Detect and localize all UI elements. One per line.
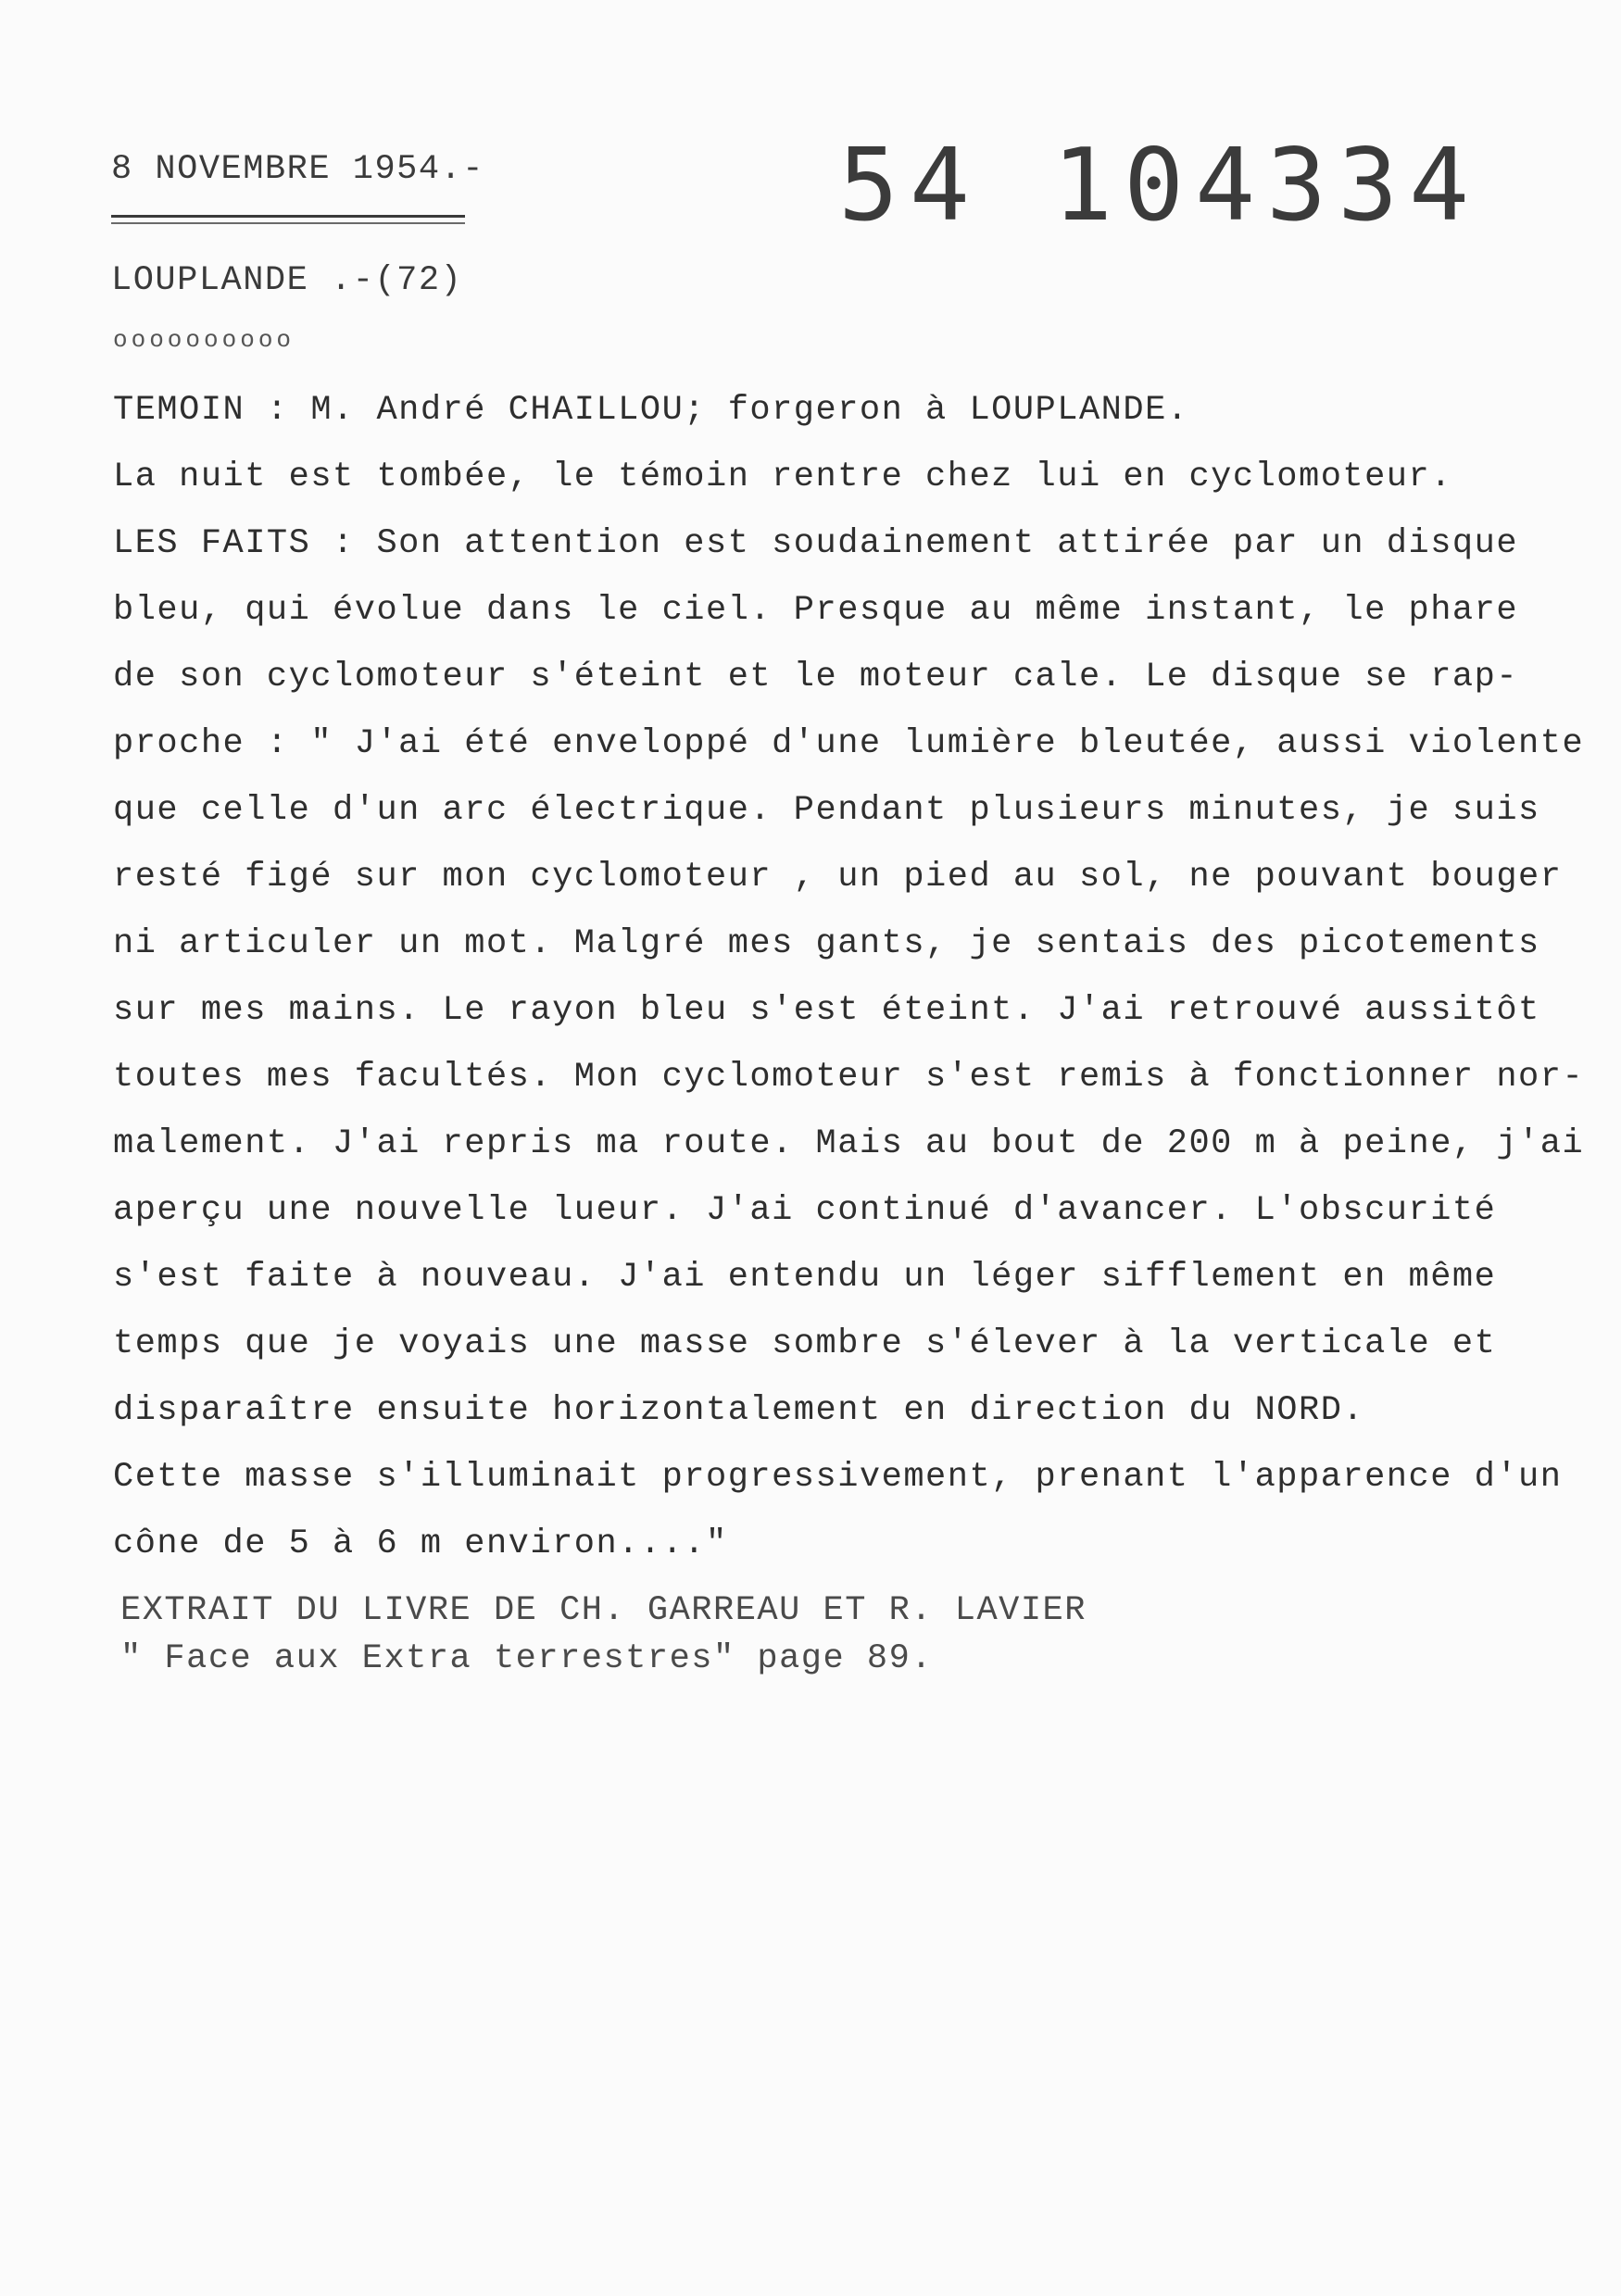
location-heading: LOUPLANDE .-(72) xyxy=(111,261,463,300)
source-citation: EXTRAIT DU LIVRE DE CH. GARREAU ET R. LAVIER xyxy=(120,1591,1087,1630)
text-line: ni articuler un mot. Malgré mes gants, je sentais des picotements xyxy=(113,924,1540,963)
reference-number: 54 104334 xyxy=(838,128,1481,244)
text-line: disparaître ensuite horizontalement en direction du NORD. xyxy=(113,1391,1365,1430)
text-line: aperçu une nouvelle lueur. J'ai continué d'avancer. L'obscurité xyxy=(113,1191,1497,1230)
text-line: LES FAITS : Son attention est soudainement attirée par un disque xyxy=(113,524,1519,563)
report-date: 8 NOVEMBRE 1954.- xyxy=(111,150,484,189)
text-line: proche : " J'ai été enveloppé d'une lumière bleutée, aussi violente xyxy=(113,724,1585,763)
source-title: " Face aux Extra terrestres" page 89. xyxy=(120,1639,934,1678)
text-line: La nuit est tombée, le témoin rentre chez lui en cyclomoteur. xyxy=(113,458,1452,496)
text-line: cône de 5 à 6 m environ...." xyxy=(113,1524,728,1563)
date-underline xyxy=(111,215,465,218)
text-line: Cette masse s'illuminait progressivement, prenant l'apparence d'un xyxy=(113,1458,1563,1497)
separator-line: oooooooooo xyxy=(113,326,295,354)
text-line: toutes mes facultés. Mon cyclomoteur s'est remis à fonctionner nor- xyxy=(113,1058,1585,1097)
text-line: temps que je voyais une masse sombre s'élever à la verticale et xyxy=(113,1324,1497,1363)
text-line: sur mes mains. Le rayon bleu s'est éteint. J'ai retrouvé aussitôt xyxy=(113,991,1540,1030)
date-underline-secondary xyxy=(111,222,465,224)
text-line: resté figé sur mon cyclomoteur , un pied au sol, ne pouvant bouger xyxy=(113,858,1563,897)
witness-line: TEMOIN : M. André CHAILLOU; forgeron à LOUPLANDE. xyxy=(113,391,1189,430)
text-line: bleu, qui évolue dans le ciel. Presque au même instant, le phare xyxy=(113,591,1519,630)
text-line: s'est faite à nouveau. J'ai entendu un léger sifflement en même xyxy=(113,1258,1497,1297)
text-line: que celle d'un arc électrique. Pendant plusieurs minutes, je suis xyxy=(113,791,1540,830)
text-line: malement. J'ai repris ma route. Mais au bout de 200 m à peine, j'ai xyxy=(113,1124,1585,1163)
text-line: de son cyclomoteur s'éteint et le moteur cale. Le disque se rap- xyxy=(113,658,1519,696)
